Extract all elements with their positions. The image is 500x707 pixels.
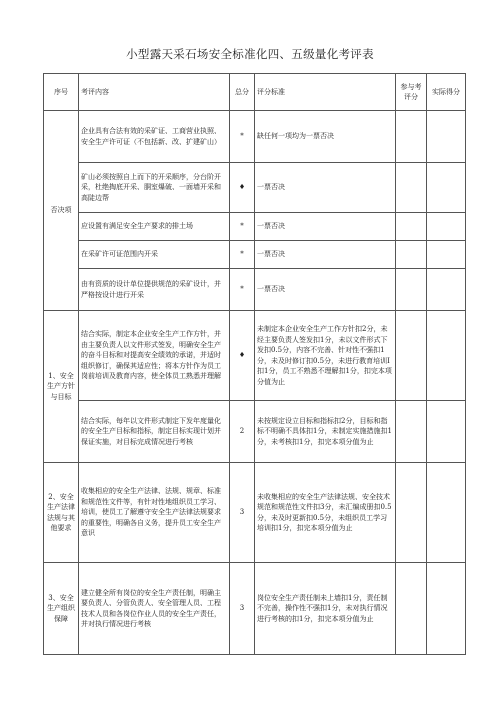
actual-score-cell[interactable] bbox=[427, 401, 466, 463]
row-standard: 未制定本企业安全生产工作方针扣2分，未经主要负责人签发扣1分，未以文件形式下发扣0.5分，内容不完善、针对性不强扣1分，未及时修订扣0.5分，未进行教育培训Ⅰ扣1分，员工不熟悉不理解扣1分，扣完本项分值为止 bbox=[255, 311, 396, 401]
row-content: 由有资质的设计单位提供规范的采矿设计，并严格按设计进行开采 bbox=[79, 269, 230, 311]
row-mark: ♦ bbox=[230, 163, 255, 213]
veto-label: 否决项 bbox=[44, 111, 79, 311]
row-content: 结合实际，制定本企业安全生产工作方针，并由主要负责人以文件形式签发，明确安全生产的奋斗目标和对提高安全绩效的承诺，并适时组织修订，确保其适应性；将本方针作为员工岗前培训及教育内容，使全体员工熟悉并理解 bbox=[79, 311, 230, 401]
header-standard: 评分标准 bbox=[255, 74, 396, 111]
row-mark: * bbox=[230, 269, 255, 311]
row-content: 矿山必须按照自上而下的开采顺序，分台阶开采，杜绝掏底开采、胴室爆破、一面墙开采和高陡边帮 bbox=[79, 163, 230, 213]
table-row bbox=[44, 463, 466, 563]
actual-score-cell[interactable] bbox=[427, 311, 466, 401]
ref-score-cell[interactable] bbox=[396, 213, 427, 241]
actual-score-cell[interactable] bbox=[427, 111, 466, 163]
row-standard: 一票否决 bbox=[255, 213, 396, 241]
ref-score-cell[interactable] bbox=[396, 111, 427, 163]
row-standard: 一票否决 bbox=[255, 163, 396, 213]
page-title: 小型露天采石场安全标准化四、五级量化考评表 bbox=[126, 47, 374, 61]
row-content: 收集相应的安全生产法律、法规、规章、标准和规范性文件等，有针对性地组织员工学习、培训，使员工了解遵守安全生产法律法规要求的重要性，明确各自义务，提升员工安全生产意识 bbox=[79, 463, 230, 563]
table-row bbox=[44, 401, 466, 463]
row-standard: 一票否决 bbox=[255, 241, 396, 269]
ref-score-cell[interactable] bbox=[396, 463, 427, 563]
row-content: 企业具有合法有效的采矿证、工商营业执照、安全生产许可证（不包括新、改、扩建矿山） bbox=[79, 111, 230, 163]
actual-score-cell[interactable] bbox=[427, 463, 466, 563]
actual-score-cell[interactable] bbox=[427, 241, 466, 269]
table-row bbox=[44, 111, 466, 163]
header-content: 考评内容 bbox=[79, 74, 230, 111]
header-ref: 参与考评分 bbox=[396, 74, 427, 111]
assessment-table bbox=[43, 73, 466, 655]
row-standard: 岗位安全生产责任制未上墙扣1分，责任制不完善，操作性不强扣1分，未对执行情况进行考核的扣1分，扣完本项分值为止 bbox=[255, 563, 396, 655]
row-standard: 缺任何一项均为一票否决 bbox=[255, 111, 396, 163]
section-label: 2、安全生产法律法规与其他要求 bbox=[44, 463, 79, 563]
section-label: 1、安全生产方针与目标 bbox=[44, 311, 79, 463]
header-row bbox=[44, 74, 466, 111]
header-actual: 实际得分 bbox=[427, 74, 466, 111]
actual-score-cell[interactable] bbox=[427, 269, 466, 311]
row-content: 结合实际，每年以文件形式制定下发年度量化的安全生产目标和指标，制定目标实现计划并保证实施，对目标完成情况进行考核 bbox=[79, 401, 230, 463]
header-score: 总分 bbox=[230, 74, 255, 111]
ref-score-cell[interactable] bbox=[396, 269, 427, 311]
ref-score-cell[interactable] bbox=[396, 401, 427, 463]
row-standard: 一票否决 bbox=[255, 269, 396, 311]
row-score: 3 bbox=[230, 563, 255, 655]
row-mark: * bbox=[230, 241, 255, 269]
row-content: 建立健全所有岗位的安全生产责任制，明确主要负责人、分管负责人、安全管理人员、工程技术人员和各岗位作业人员的安全生产责任，并对执行情况进行考核 bbox=[79, 563, 230, 655]
row-score: 2 bbox=[230, 401, 255, 463]
table-row bbox=[44, 563, 466, 655]
row-score: 3 bbox=[230, 463, 255, 563]
table-row bbox=[44, 163, 466, 213]
row-content: 在采矿许可证范围内开采 bbox=[79, 241, 230, 269]
table-row bbox=[44, 241, 466, 269]
row-score: ♦ bbox=[230, 311, 255, 401]
row-mark: * bbox=[230, 111, 255, 163]
ref-score-cell[interactable] bbox=[396, 311, 427, 401]
table-row bbox=[44, 269, 466, 311]
actual-score-cell[interactable] bbox=[427, 563, 466, 655]
header-no: 序号 bbox=[44, 74, 79, 111]
table-row bbox=[44, 213, 466, 241]
actual-score-cell[interactable] bbox=[427, 213, 466, 241]
row-standard: 未收集相应的安全生产法律法规、安全技术规范和规范性文件扣3分，未汇编成册扣0.5分，未及时更新扣0.5分，未组织员工学习培训扣1分，扣完本项分值为止 bbox=[255, 463, 396, 563]
ref-score-cell[interactable] bbox=[396, 163, 427, 213]
section-label: 3、安全生产组织保障 bbox=[44, 563, 79, 655]
row-standard: 未按规定设立目标和指标扣2分，目标和指标不明确不具体扣1分，未制定实施措施扣1分，未考核扣1分，扣完本项分值为止 bbox=[255, 401, 396, 463]
row-content: 应设置有满足安全生产要求的排土场 bbox=[79, 213, 230, 241]
actual-score-cell[interactable] bbox=[427, 163, 466, 213]
ref-score-cell[interactable] bbox=[396, 241, 427, 269]
table-row bbox=[44, 311, 466, 401]
row-mark: * bbox=[230, 213, 255, 241]
ref-score-cell[interactable] bbox=[396, 563, 427, 655]
